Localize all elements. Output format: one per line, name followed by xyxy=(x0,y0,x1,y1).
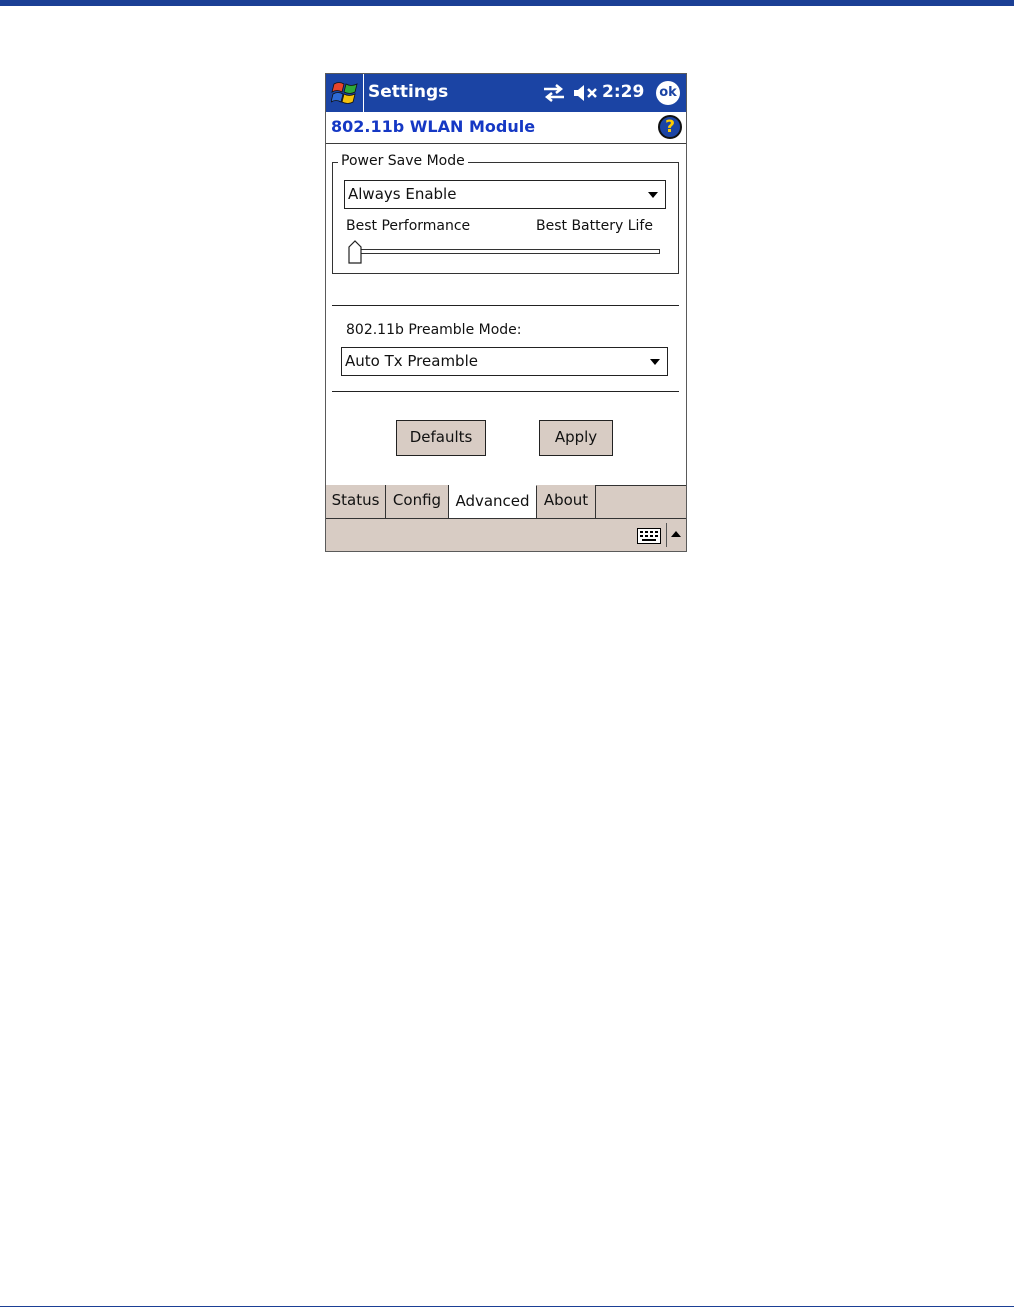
windows-start-icon xyxy=(331,80,359,106)
tab-status[interactable]: Status xyxy=(326,485,386,518)
divider xyxy=(332,305,679,306)
slider-max-label: Best Battery Life xyxy=(536,218,653,234)
menu-bar xyxy=(326,518,686,551)
chevron-down-icon xyxy=(648,192,658,198)
slider-min-label: Best Performance xyxy=(346,218,471,234)
volume-muted-icon[interactable] xyxy=(573,84,599,102)
divider xyxy=(332,391,679,392)
app-title: Settings xyxy=(368,82,449,102)
page-title: 802.11b WLAN Module xyxy=(331,117,536,136)
power-save-slider-thumb[interactable] xyxy=(348,240,362,264)
start-button[interactable] xyxy=(326,74,364,112)
page-header xyxy=(326,112,686,144)
page-bottom-rule xyxy=(0,1306,1014,1307)
help-icon[interactable]: ? xyxy=(658,115,682,139)
power-save-mode-value: Always Enable xyxy=(348,185,457,203)
ok-button[interactable]: ok xyxy=(656,81,680,105)
tab-config[interactable]: Config xyxy=(386,485,449,518)
keyboard-icon[interactable] xyxy=(637,528,661,544)
connectivity-icon[interactable] xyxy=(542,83,566,103)
apply-button[interactable]: Apply xyxy=(539,420,613,456)
chevron-up-icon[interactable] xyxy=(671,531,681,537)
defaults-button[interactable]: Defaults xyxy=(396,420,486,456)
tab-strip xyxy=(326,485,686,518)
title-bar xyxy=(326,74,686,112)
divider xyxy=(666,523,667,547)
page-top-rule xyxy=(0,0,1014,6)
preamble-mode-dropdown[interactable] xyxy=(341,347,668,376)
preamble-mode-value: Auto Tx Preamble xyxy=(345,352,478,370)
power-save-slider-track[interactable] xyxy=(360,249,660,254)
chevron-down-icon xyxy=(650,359,660,365)
power-save-mode-dropdown[interactable] xyxy=(344,180,666,209)
tab-advanced[interactable]: Advanced xyxy=(449,485,537,518)
clock[interactable]: 2:29 xyxy=(602,82,645,102)
pocket-pc-screen xyxy=(325,73,687,552)
power-save-group-label: Power Save Mode xyxy=(338,153,468,169)
preamble-mode-label: 802.11b Preamble Mode: xyxy=(346,322,522,338)
tab-about[interactable]: About xyxy=(537,485,596,518)
